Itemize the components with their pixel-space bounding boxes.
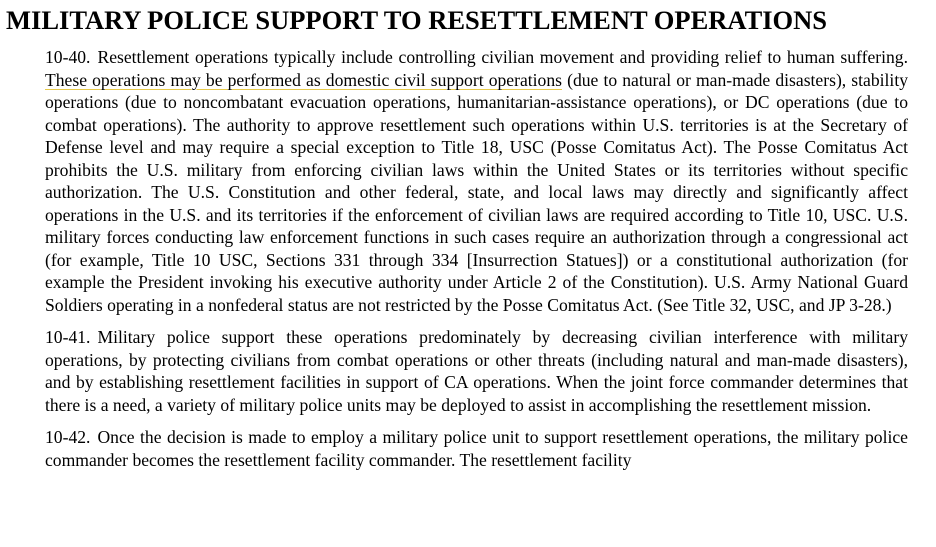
paragraph-text: Military police support these operations predominately by decreasing civilian interference with military operations, by protecting civilians from combat operations or other threats (including natural and man-made disasters), and by establishing resettlement facilities in support of CA operations. When the joint force commander determines that there is a need, a variety of military police units may be deployed to assist in accomplishing the resettlement mission. (45, 327, 908, 415)
paragraph-number: 10-41. (45, 327, 91, 347)
paragraph-text: Resettlement operations typically include controlling civilian movement and providing relief to human suffering. (97, 47, 908, 67)
paragraph-text-continued: (due to natural or man-made disasters), stability operations (due to noncombatant evacuation operations, humanitarian-assistance operations), or DC operations (due to combat operations). The authority to approve resettlement such operations within U.S. territories is at the Secretary of Defense level and may require a special exception to Title 18, USC (Posse Comitatus Act). The Posse Comitatus Act prohibits the U.S. military from enforcing civilian laws within the United States or its territories without specific authorization. The U.S. Constitution and other federal, state, and local laws may directly and significantly affect operations in the U.S. and its territories if the enforcement of civilian laws are required according to Title 10, USC. U.S. military forces conducting law enforcement functions in such cases require an authorization through a congressional act (for example, Title 10 USC, Sections 331 through 334 [Insurrection Statues]) or a constitutional authorization (for example the President invoking his executive authority under Article 2 of the Constitution). U.S. Army National Guard Soldiers operating in a nonfederal status are not restricted by the Posse Comitatus Act. (See Title 32, USC, and JP 3-28.) (45, 69, 908, 315)
document-body (45, 46, 908, 481)
highlighted-text: These operations may be performed as domestic civil support operations (45, 69, 562, 90)
paragraph-number: 10-42. (45, 427, 91, 447)
paragraph-10-40 (45, 46, 908, 316)
section-heading: MILITARY POLICE SUPPORT TO RESETTLEMENT OPERATIONS (6, 5, 828, 35)
paragraph-10-42 (45, 426, 908, 471)
paragraph-10-41 (45, 326, 908, 416)
paragraph-number: 10-40. (45, 47, 91, 67)
paragraph-text: Once the decision is made to employ a military police unit to support resettlement operations, the military police commander becomes the resettlement facility commander. The resettlement facility (45, 427, 908, 470)
